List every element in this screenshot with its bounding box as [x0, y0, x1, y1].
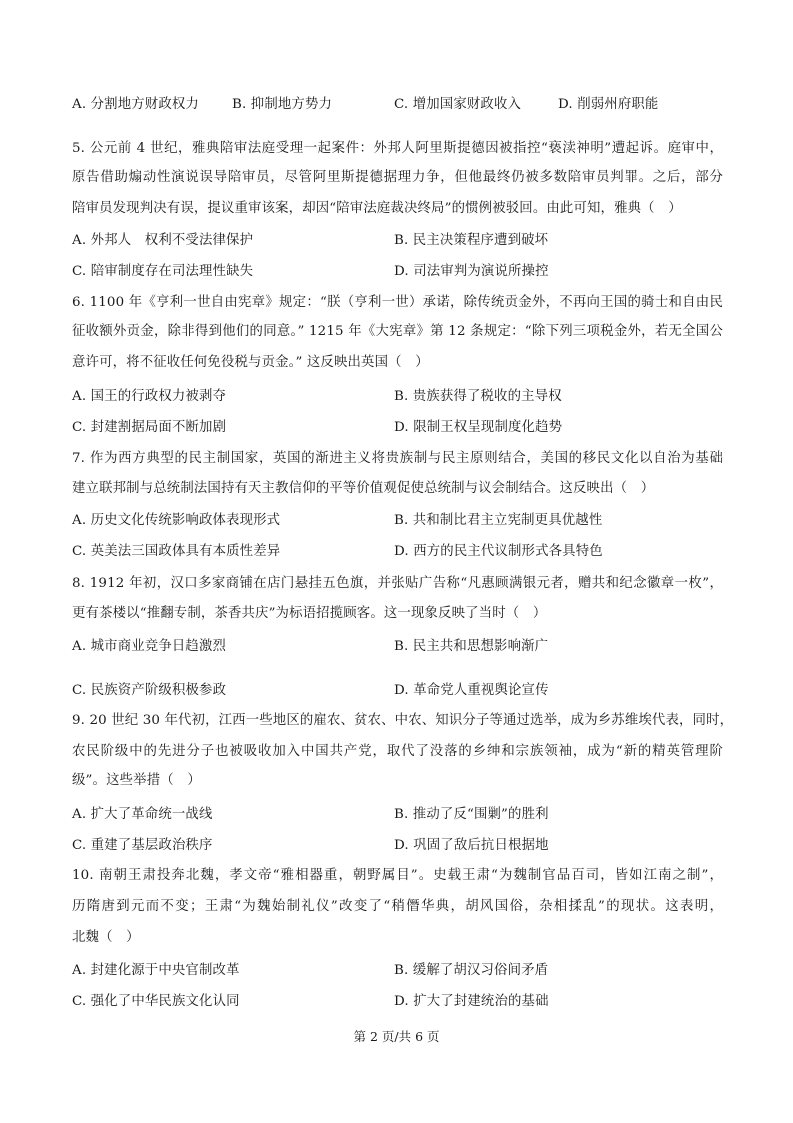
q4-option-a: A. 分割地方财政权力 — [72, 97, 199, 112]
q5-option-d: D. 司法审判为演说所操控 — [394, 264, 549, 279]
q9-stem-line-3: 级”。这些举措（ ） — [72, 773, 201, 788]
q10-option-b: B. 缓解了胡汉习俗间矛盾 — [394, 963, 549, 978]
q7-stem-line-1: 7. 作为西方典型的民主制国家，英国的渐进主义将贵族制与民主原则结合，美国的移民文化以自治为基础 — [72, 451, 723, 466]
q7-option-c: C. 英美法三国政体具有本质性差异 — [72, 544, 281, 559]
q4-option-b: B. 抑制地方势力 — [232, 97, 333, 112]
q5-option-b: B. 民主决策程序遭到破坏 — [394, 233, 549, 248]
q7-option-a: A. 历史文化传统影响政体表现形式 — [72, 513, 281, 528]
q8-stem-line-2: 更有茶楼以“推翻专制，茶香共庆”为标语招揽顾客。这一现象反映了当时（ ） — [72, 606, 547, 621]
q6-stem-line-2: 征收额外贡金，除非得到他们的同意。” 1215 年《大宪章》第 12 条规定：“除下列三项税金外，若无全国公 — [72, 324, 723, 339]
q4-option-d: D. 削弱州府职能 — [558, 97, 659, 112]
q6-option-b: B. 贵族获得了税收的主导权 — [394, 389, 562, 404]
q10-stem-line-1: 10. 南朝王肃投奔北魏，孝文帝“雅相器重，朝野属目”。史载王肃“为魏制官品百司，皆如江南之制”， — [72, 868, 723, 883]
q5-stem-line-2: 原告借助煽动性演说误导陪审员，尽管阿里斯提德据理力争，但他最终仍被多数陪审员判罪。之后，部分 — [72, 170, 723, 185]
page-number: 第 2 页/共 6 页 — [353, 1029, 440, 1044]
q9-option-c: C. 重建了基层政治秩序 — [72, 838, 213, 853]
q8-option-c: C. 民族资产阶级积极参政 — [72, 683, 227, 698]
q8-option-d: D. 革命党人重视舆论宣传 — [394, 683, 549, 698]
q5-option-a: A. 外邦人 权利不受法律保护 — [72, 233, 254, 248]
q5-option-c: C. 陪审制度存在司法理性缺失 — [72, 264, 254, 279]
q9-option-a: A. 扩大了革命统一战线 — [72, 807, 213, 822]
q4-option-c: C. 增加国家财政收入 — [394, 97, 522, 112]
q6-stem-line-3: 意许可，将不征收任何免役税与贡金。” 这反映出英国（ ） — [72, 355, 429, 370]
q6-option-a: A. 国王的行政权力被剥夺 — [72, 389, 227, 404]
q6-option-c: C. 封建割据局面不断加剧 — [72, 420, 227, 435]
q9-stem-line-2: 农民阶级中的先进分子也被吸收加入中国共产党，取代了没落的乡绅和宗族领袖，成为“新的精英管理阶 — [72, 744, 723, 759]
q10-stem-line-2: 历隋唐到元而不变；王肃“为魏始制礼仪”改变了“稍僭华典，胡风国俗，杂相揉乱”的现状。这表明， — [72, 899, 723, 914]
q10-option-c: C. 强化了中华民族文化认同 — [72, 994, 240, 1009]
q6-stem-line-1: 6. 1100 年《亨利一世自由宪章》规定：“朕（亨利一世）承诺，除传统贡金外，不再向王国的骑士和自由民 — [72, 295, 723, 310]
q8-stem-line-1: 8. 1912 年初，汉口多家商铺在店门悬挂五色旗，并张贴广告称“凡惠顾满银元者，赠共和纪念徽章一枚”， — [72, 576, 723, 591]
q5-stem-line-1: 5. 公元前 4 世纪，雅典陪审法庭受理一起案件：外邦人阿里斯提德因被指控“亵渎神明”遭起诉。庭审中， — [72, 141, 723, 156]
q6-option-d: D. 限制王权呈现制度化趋势 — [394, 420, 563, 435]
q5-stem-line-3: 陪审员发现判决有误，提议重审该案，却因“陪审法庭裁决终局”的惯例被驳回。由此可知，雅典（ ） — [72, 201, 682, 216]
q7-option-b: B. 共和制比君主立宪制更具优越性 — [394, 513, 603, 528]
q10-option-a: A. 封建化源于中央官制改革 — [72, 963, 240, 978]
q9-option-d: D. 巩固了敌后抗日根据地 — [394, 838, 549, 853]
q10-stem-line-3: 北魏（ ） — [72, 930, 140, 945]
q7-stem-line-2: 建立联邦制与总统制法国持有天主教信仰的平等价值观促使总统制与议会制结合。这反映出（ ） — [72, 481, 655, 496]
q7-option-d: D. 西方的民主代议制形式各具特色 — [394, 544, 603, 559]
q8-option-a: A. 城市商业竞争日趋激烈 — [72, 639, 227, 654]
q9-stem-line-1: 9. 20 世纪 30 年代初，江西一些地区的雇农、贫农、中农、知识分子等通过选举，成为乡苏维埃代表，同时， — [72, 713, 734, 728]
q9-option-b: B. 推动了反“围剿”的胜利 — [394, 807, 549, 822]
q10-option-d: D. 扩大了封建统治的基础 — [394, 994, 549, 1009]
q8-option-b: B. 民主共和思想影响渐广 — [394, 639, 549, 654]
